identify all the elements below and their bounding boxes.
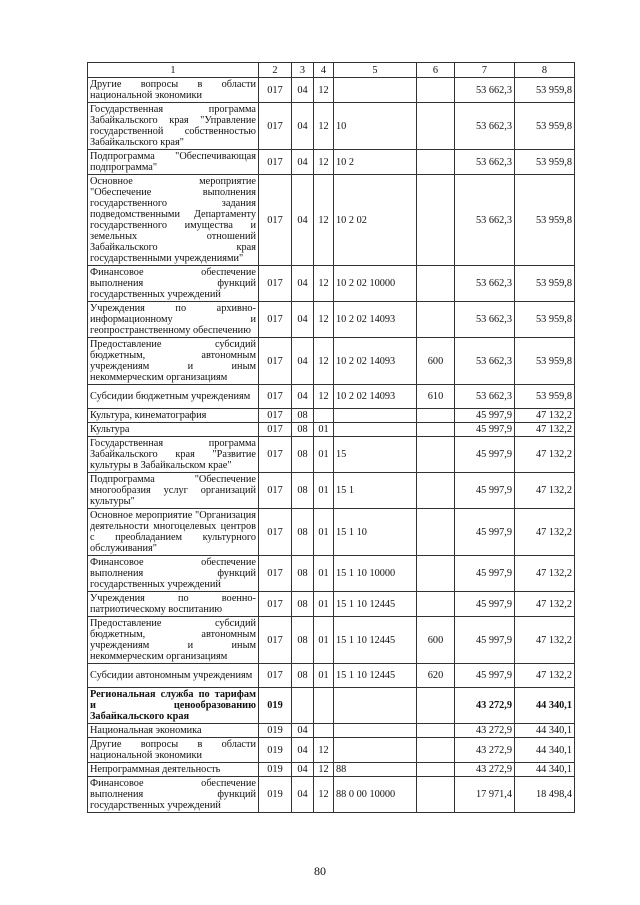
row-name-cell: Культура, кинематография [88,409,259,423]
table-row [88,266,575,302]
amount-year1-cell: 45 997,9 [455,664,515,688]
subsection-cell: 01 [314,556,334,592]
expense-type-cell [417,302,455,338]
expense-type-cell [417,423,455,437]
subsection-cell: 12 [314,175,334,266]
amount-year2-cell: 47 132,2 [515,423,575,437]
subsection-cell: 01 [314,664,334,688]
admin-code-cell: 017 [259,473,292,509]
subsection-cell: 12 [314,78,334,103]
amount-year1-cell: 45 997,9 [455,409,515,423]
table-row [88,302,575,338]
amount-year2-cell: 53 959,8 [515,338,575,385]
subsection-cell: 01 [314,617,334,664]
section-cell [292,688,314,724]
row-name-cell: Другие вопросы в области национальной экономики [88,738,259,763]
subsection-cell: 12 [314,777,334,813]
expense-type-cell [417,509,455,556]
section-cell: 08 [292,409,314,423]
table-body [88,78,575,813]
amount-year1-cell: 53 662,3 [455,78,515,103]
table-row [88,617,575,664]
row-name-cell: Учреждения по военно-патриотическому воспитанию [88,592,259,617]
expense-type-cell: 600 [417,338,455,385]
target-article-cell [334,688,417,724]
subsection-cell: 12 [314,763,334,777]
admin-code-cell: 017 [259,266,292,302]
admin-code-cell: 017 [259,617,292,664]
header-cell: 4 [314,63,334,78]
table-row [88,175,575,266]
section-cell: 08 [292,592,314,617]
expense-type-cell [417,473,455,509]
amount-year1-cell: 53 662,3 [455,302,515,338]
expense-type-cell [417,724,455,738]
admin-code-cell: 019 [259,763,292,777]
header-cell: 1 [88,63,259,78]
section-cell: 04 [292,338,314,385]
amount-year2-cell: 53 959,8 [515,150,575,175]
admin-code-cell: 019 [259,724,292,738]
table-row [88,688,575,724]
expense-type-cell [417,592,455,617]
section-cell: 04 [292,150,314,175]
amount-year1-cell: 43 272,9 [455,738,515,763]
expense-type-cell: 610 [417,385,455,409]
amount-year1-cell: 17 971,4 [455,777,515,813]
amount-year1-cell: 43 272,9 [455,688,515,724]
expense-type-cell [417,78,455,103]
subsection-cell: 12 [314,338,334,385]
target-article-cell [334,423,417,437]
amount-year2-cell: 47 132,2 [515,617,575,664]
row-name-cell: Субсидии автономным учреждениям [88,664,259,688]
row-name-cell: Культура [88,423,259,437]
admin-code-cell: 017 [259,509,292,556]
amount-year1-cell: 45 997,9 [455,423,515,437]
section-cell: 04 [292,175,314,266]
amount-year1-cell: 53 662,3 [455,150,515,175]
subsection-cell [314,724,334,738]
target-article-cell [334,724,417,738]
header-cell: 7 [455,63,515,78]
amount-year2-cell: 47 132,2 [515,473,575,509]
table-row [88,385,575,409]
table-row [88,763,575,777]
admin-code-cell: 017 [259,338,292,385]
table-row [88,738,575,763]
section-cell: 04 [292,385,314,409]
amount-year1-cell: 53 662,3 [455,385,515,409]
target-article-cell: 15 1 10 10000 [334,556,417,592]
admin-code-cell: 017 [259,423,292,437]
amount-year1-cell: 45 997,9 [455,556,515,592]
table-row [88,509,575,556]
target-article-cell: 15 1 [334,473,417,509]
amount-year2-cell: 47 132,2 [515,664,575,688]
admin-code-cell: 017 [259,175,292,266]
amount-year2-cell: 53 959,8 [515,302,575,338]
amount-year2-cell: 53 959,8 [515,175,575,266]
expense-type-cell [417,777,455,813]
subsection-cell: 12 [314,150,334,175]
amount-year2-cell: 53 959,8 [515,266,575,302]
subsection-cell [314,409,334,423]
expense-type-cell: 620 [417,664,455,688]
table-row [88,664,575,688]
amount-year2-cell: 18 498,4 [515,777,575,813]
table-row [88,473,575,509]
section-cell: 04 [292,78,314,103]
table-row [88,437,575,473]
section-cell: 04 [292,302,314,338]
section-cell: 08 [292,664,314,688]
target-article-cell: 10 2 02 14093 [334,338,417,385]
amount-year1-cell: 53 662,3 [455,175,515,266]
section-cell: 08 [292,423,314,437]
amount-year2-cell: 47 132,2 [515,409,575,423]
subsection-cell: 12 [314,738,334,763]
expense-type-cell [417,556,455,592]
expense-type-cell [417,437,455,473]
row-name-cell: Непрограммная деятельность [88,763,259,777]
table-row [88,592,575,617]
table-row [88,423,575,437]
amount-year1-cell: 45 997,9 [455,509,515,556]
section-cell: 08 [292,437,314,473]
target-article-cell: 15 1 10 [334,509,417,556]
subsection-cell: 01 [314,423,334,437]
section-cell: 08 [292,556,314,592]
row-name-cell: Финансовое обеспечение выполнения функций государственных учреждений [88,556,259,592]
subsection-cell: 12 [314,103,334,150]
amount-year1-cell: 43 272,9 [455,763,515,777]
expense-type-cell [417,763,455,777]
expense-type-cell [417,409,455,423]
row-name-cell: Финансовое обеспечение выполнения функций государственных учреждений [88,266,259,302]
amount-year1-cell: 45 997,9 [455,592,515,617]
row-name-cell: Подпрограмма "Обеспечивающая подпрограмма" [88,150,259,175]
admin-code-cell: 019 [259,777,292,813]
header-cell: 8 [515,63,575,78]
table-row [88,338,575,385]
expense-type-cell [417,738,455,763]
row-name-cell: Подпрограмма "Обеспечение многообразия услуг организаций культуры" [88,473,259,509]
table-row [88,150,575,175]
target-article-cell [334,409,417,423]
section-cell: 04 [292,777,314,813]
row-name-cell: Предоставление субсидий бюджетным, автономным учреждениям и иным некоммерческим организациям [88,338,259,385]
amount-year2-cell: 47 132,2 [515,509,575,556]
amount-year2-cell: 44 340,1 [515,738,575,763]
admin-code-cell: 017 [259,592,292,617]
admin-code-cell: 019 [259,688,292,724]
subsection-cell: 01 [314,592,334,617]
admin-code-cell: 017 [259,385,292,409]
amount-year2-cell: 44 340,1 [515,763,575,777]
table-row [88,556,575,592]
amount-year2-cell: 53 959,8 [515,385,575,409]
table-row [88,103,575,150]
admin-code-cell: 017 [259,556,292,592]
row-name-cell: Государственная программа Забайкальского края "Развитие культуры в Забайкальском крае" [88,437,259,473]
target-article-cell [334,78,417,103]
admin-code-cell: 017 [259,302,292,338]
amount-year2-cell: 44 340,1 [515,724,575,738]
table-header [88,63,575,78]
amount-year1-cell: 53 662,3 [455,266,515,302]
row-name-cell: Субсидии бюджетным учреждениям [88,385,259,409]
table-row [88,409,575,423]
amount-year2-cell: 44 340,1 [515,688,575,724]
subsection-cell: 01 [314,509,334,556]
amount-year1-cell: 45 997,9 [455,437,515,473]
expense-type-cell [417,150,455,175]
row-name-cell: Основное мероприятие "Обеспечение выполнения государственного задания подведомственными Департаменту государственного имущества и земельных отношений Забайкальского края государственными учреждениями" [88,175,259,266]
section-cell: 04 [292,724,314,738]
expense-type-cell [417,688,455,724]
amount-year2-cell: 47 132,2 [515,437,575,473]
row-name-cell: Основное мероприятие "Организация деятельности многоцелевых центров с преобладанием культурного обслуживания" [88,509,259,556]
target-article-cell: 88 [334,763,417,777]
header-cell: 5 [334,63,417,78]
target-article-cell [334,738,417,763]
header-cell: 3 [292,63,314,78]
amount-year1-cell: 43 272,9 [455,724,515,738]
expense-type-cell [417,103,455,150]
admin-code-cell: 017 [259,437,292,473]
target-article-cell: 10 2 [334,150,417,175]
target-article-cell: 10 [334,103,417,150]
header-row [88,63,575,78]
amount-year2-cell: 47 132,2 [515,592,575,617]
admin-code-cell: 017 [259,150,292,175]
expense-type-cell [417,266,455,302]
target-article-cell: 10 2 02 [334,175,417,266]
row-name-cell: Региональная служба по тарифам и ценообразованию Забайкальского края [88,688,259,724]
subsection-cell: 01 [314,473,334,509]
section-cell: 04 [292,763,314,777]
row-name-cell: Финансовое обеспечение выполнения функций государственных учреждений [88,777,259,813]
amount-year1-cell: 45 997,9 [455,617,515,664]
row-name-cell: Предоставление субсидий бюджетным, автономным учреждениям и иным некоммерческим организациям [88,617,259,664]
target-article-cell: 15 [334,437,417,473]
budget-table [87,62,575,813]
admin-code-cell: 017 [259,78,292,103]
section-cell: 08 [292,473,314,509]
subsection-cell: 12 [314,302,334,338]
subsection-cell: 12 [314,266,334,302]
amount-year1-cell: 45 997,9 [455,473,515,509]
section-cell: 04 [292,103,314,150]
row-name-cell: Государственная программа Забайкальского края "Управление государственной собственностью Забайкальского края" [88,103,259,150]
expense-type-cell [417,175,455,266]
subsection-cell: 01 [314,437,334,473]
subsection-cell [314,688,334,724]
target-article-cell: 88 0 00 10000 [334,777,417,813]
target-article-cell: 10 2 02 14093 [334,302,417,338]
page-number: 80 [314,864,326,878]
admin-code-cell: 019 [259,738,292,763]
header-cell: 6 [417,63,455,78]
row-name-cell: Учреждения по архивно-информационному и геопространственному обеспечению [88,302,259,338]
admin-code-cell: 017 [259,664,292,688]
section-cell: 08 [292,617,314,664]
row-name-cell: Другие вопросы в области национальной экономики [88,78,259,103]
section-cell: 04 [292,266,314,302]
amount-year2-cell: 47 132,2 [515,556,575,592]
target-article-cell: 15 1 10 12445 [334,617,417,664]
table-row [88,78,575,103]
target-article-cell: 10 2 02 14093 [334,385,417,409]
subsection-cell: 12 [314,385,334,409]
amount-year2-cell: 53 959,8 [515,78,575,103]
target-article-cell: 15 1 10 12445 [334,664,417,688]
amount-year2-cell: 53 959,8 [515,103,575,150]
target-article-cell: 15 1 10 12445 [334,592,417,617]
target-article-cell: 10 2 02 10000 [334,266,417,302]
expense-type-cell: 600 [417,617,455,664]
table-row [88,724,575,738]
row-name-cell: Национальная экономика [88,724,259,738]
amount-year1-cell: 53 662,3 [455,338,515,385]
admin-code-cell: 017 [259,103,292,150]
admin-code-cell: 017 [259,409,292,423]
table-row [88,777,575,813]
amount-year1-cell: 53 662,3 [455,103,515,150]
header-cell: 2 [259,63,292,78]
section-cell: 04 [292,738,314,763]
section-cell: 08 [292,509,314,556]
